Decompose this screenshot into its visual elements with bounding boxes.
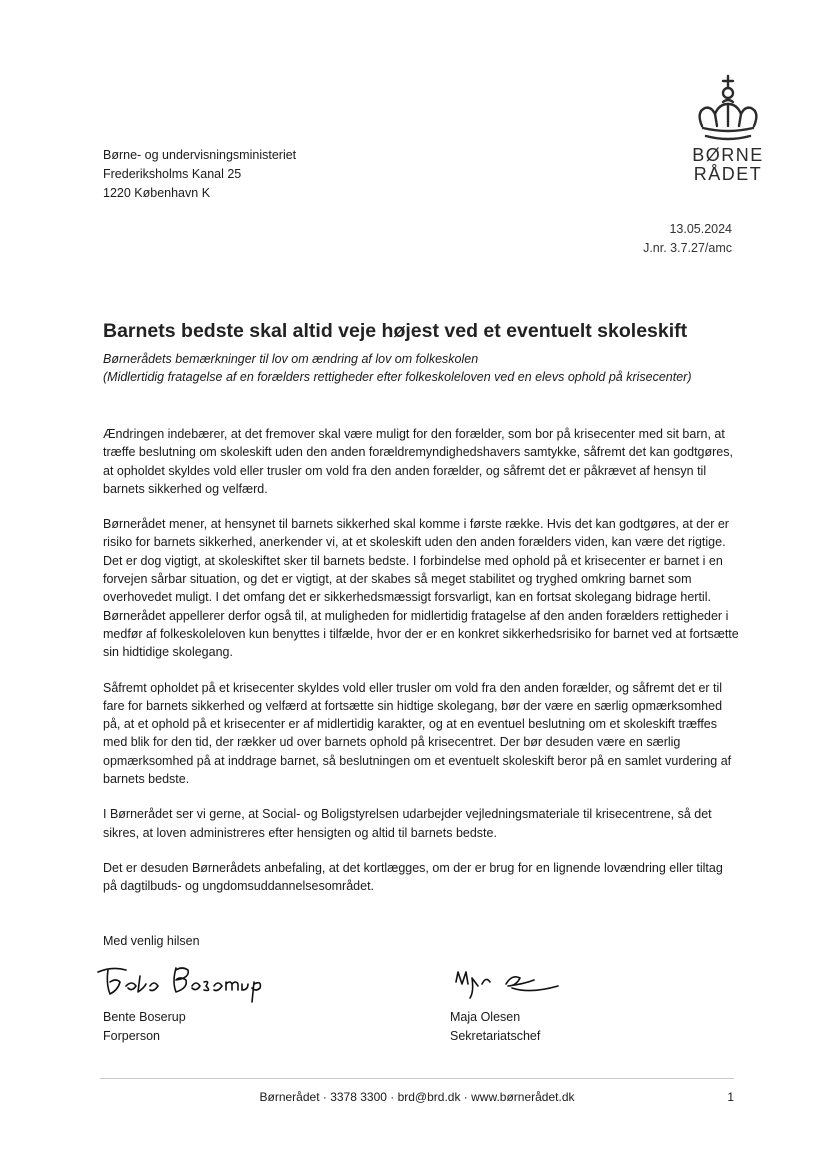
letter-body bbox=[103, 425, 739, 913]
borneraadet-logo bbox=[688, 74, 768, 196]
subtitle-line-2: (Midlertidig fratagelse af en forælders rettigheder efter folkeskoleloven ved en elevs ophold på krisecenter) bbox=[103, 370, 692, 384]
body-paragraph: Det er desuden Børnerådets anbefaling, at det kortlægges, om der er brug for en lignende lovændring eller tiltag på dagtilbuds- og ungdomsuddannelsesområdet. bbox=[103, 860, 723, 894]
body-paragraph: Ændringen indebærer, at det fremover skal være muligt for den forælder, som bor på krisecenter med sit barn, at træffe beslutning om skoleskift uden den anden forældremyndighedshavers samtykke, såfremt det kan godtgøres, at opholdet skyldes vold eller trusler om vold fra den anden forælder, og såfremt det er påkrævet af hensyn til barnets sikkerhed og velfærd. bbox=[103, 427, 733, 496]
subtitle bbox=[103, 350, 703, 386]
page-number: 1 bbox=[727, 1090, 734, 1104]
signer-name: Bente Boserup bbox=[103, 1010, 186, 1024]
letter-meta bbox=[643, 220, 732, 258]
letter-date: 13.05.2024 bbox=[669, 222, 732, 236]
recipient-address bbox=[103, 146, 296, 203]
body-paragraph: I Børnerådet ser vi gerne, at Social- og Boligstyrelsen udarbejder vejledningsmateriale til krisecentrene, så det sikres, at loven administreres efter hensigten og altid til barnets bedste. bbox=[103, 807, 712, 840]
recipient-name: Børne- og undervisningsministeriet bbox=[103, 148, 297, 162]
signer-bente-boserup bbox=[103, 1008, 186, 1046]
body-paragraph: Børnerådet mener, at hensynet til barnets sikkerhed skal komme i første række. Hvis det kan godtgøres, at der er risiko for barnets sikkerhed, anerkender vi, at et skoleskift uden den anden forælders viden, kan være det rigtige. Det er dog vigtigt, at skoleskiftet sker til barnets bedste. I forbindelse med ophold på et krisecenter er barnet i en forvejen sårbar situation, og det er vigtigt, at der skabes så meget stabilitet og tryghed omkring barnet som overhovedet muligt. I det omfang det er sikkerhedsmæssigt forsvarligt, kan en fortsat skolegang bidrage hertil. Børnerådet appellerer derfor også til, at muligheden for midlertidig fratagelse af den anden forælders rettigheder i medfør af folkeskoleloven kun benyttes i tilfælde, hvor der er en konkret sikkerhedsrisiko for barnet ved at fortsætte sin hidtidige skolegang. bbox=[103, 517, 739, 660]
recipient-street: Frederiksholms Kanal 25 bbox=[103, 167, 242, 181]
page-title: Barnets bedste skal altid veje højest ved et eventuelt skoleskift bbox=[103, 320, 688, 342]
journal-number: J.nr. 3.7.27/amc bbox=[643, 241, 732, 255]
signature-maja-olesen bbox=[450, 962, 570, 1002]
subtitle-line-1: Børnerådets bemærkninger til lov om ændring af lov om folkeskolen bbox=[103, 352, 479, 366]
recipient-city: 1220 København K bbox=[103, 186, 211, 200]
signature-bente-boserup bbox=[92, 962, 272, 1004]
crown-icon bbox=[693, 74, 763, 146]
signer-role: Forperson bbox=[103, 1029, 160, 1043]
logo-line-1: BØRNE bbox=[692, 145, 764, 165]
signer-name: Maja Olesen bbox=[450, 1010, 521, 1024]
footer-divider bbox=[100, 1078, 734, 1079]
logo-line-2: RÅDET bbox=[693, 164, 763, 184]
footer-contact: Børnerådet · 3378 3300 · brd@brd.dk · www.børnerådet.dk bbox=[259, 1090, 575, 1104]
signer-role: Sekretariatschef bbox=[450, 1029, 541, 1043]
body-paragraph: Såfremt opholdet på et krisecenter skyldes vold eller trusler om vold fra den anden forælder, og såfremt det er til fare for barnets sikkerhed og velfærd at fortsætte sin hidtige skolegang, bør der være en særlig opmærksomhed på, at et ophold på et krisecenter er af midlertidig karakter, og at en eventuel beslutning om et skoleskift træffes med blik for den tid, der rækker ud over barnets ophold på krisecentret. Der bør desuden være en særlig opmærksomhed på at inddrage barnet, så beslutningen om et eventuelt skoleskift beror på en samlet vurdering af barnets bedste. bbox=[103, 680, 732, 787]
closing-greeting: Med venlig hilsen bbox=[103, 934, 200, 948]
signer-maja-olesen bbox=[450, 1008, 540, 1046]
